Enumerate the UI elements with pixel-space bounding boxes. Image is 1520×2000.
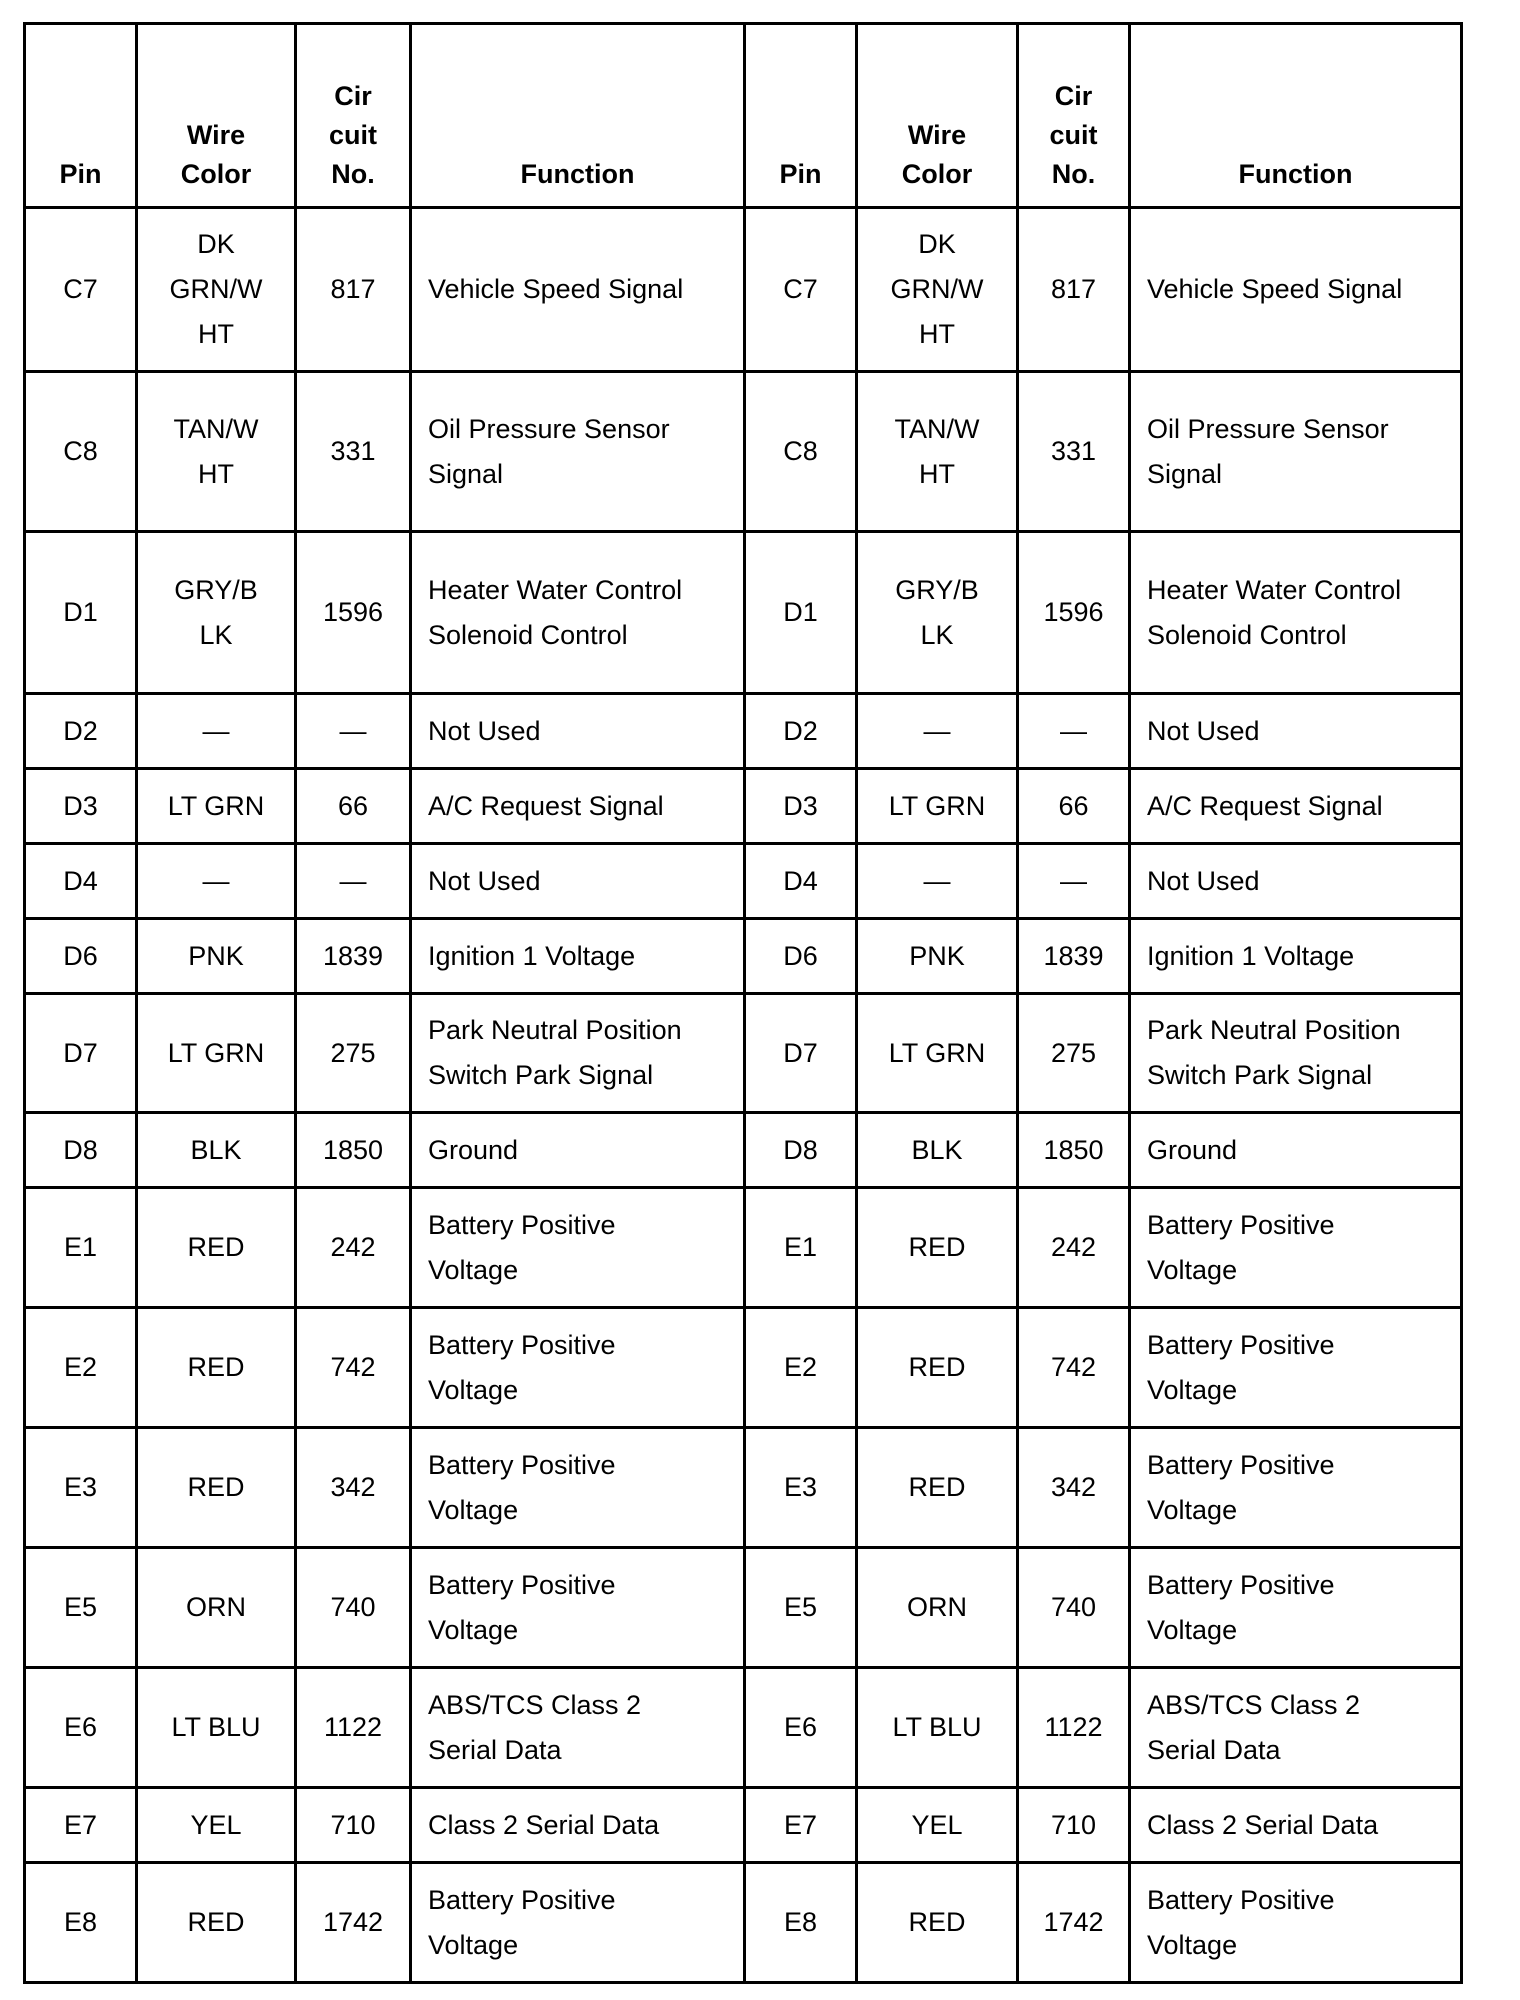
function-cell: Park Neutral Position Switch Park Signal [411,994,745,1113]
pin-cell: D1 [25,532,137,694]
pin-cell: E5 [745,1548,857,1668]
header-pin: Pin [745,24,857,208]
wire-color-cell: RED [137,1188,296,1308]
wire-color-cell: LT GRN [137,769,296,844]
function-cell: Class 2 Serial Data [411,1788,745,1863]
function-cell: Battery Positive Voltage [411,1428,745,1548]
circuit-no-cell: 331 [1018,372,1130,532]
pin-cell: D2 [745,694,857,769]
function-cell: Battery Positive Voltage [1130,1863,1462,1983]
connector-pinout-table [23,22,1463,1984]
pin-cell: E7 [25,1788,137,1863]
circuit-no-cell: 817 [296,208,411,372]
circuit-no-cell: 740 [296,1548,411,1668]
circuit-no-cell: 817 [1018,208,1130,372]
function-cell: Oil Pressure Sensor Signal [411,372,745,532]
function-cell: Ground [411,1113,745,1188]
wire-color-cell: GRY/B LK [857,532,1018,694]
circuit-no-cell: 1839 [1018,919,1130,994]
wire-color-cell: RED [137,1428,296,1548]
pin-cell: E1 [25,1188,137,1308]
function-cell: A/C Request Signal [411,769,745,844]
wire-color-cell: PNK [137,919,296,994]
pin-cell: D7 [25,994,137,1113]
function-cell: Vehicle Speed Signal [411,208,745,372]
circuit-no-cell: 66 [296,769,411,844]
wire-color-cell: ORN [857,1548,1018,1668]
circuit-no-cell: 242 [1018,1188,1130,1308]
function-cell: Park Neutral Position Switch Park Signal [1130,994,1462,1113]
pin-cell: E6 [745,1668,857,1788]
wire-color-cell: — [857,844,1018,919]
header-wire-color: Wire Color [857,24,1018,208]
table-row [25,1308,1462,1428]
table-row [25,694,1462,769]
circuit-no-cell: 66 [1018,769,1130,844]
pin-cell: D8 [25,1113,137,1188]
wire-color-cell: RED [857,1428,1018,1548]
wire-color-cell: TAN/W HT [137,372,296,532]
pin-cell: D1 [745,532,857,694]
header-circuit-no: Cir cuit No. [296,24,411,208]
table-row [25,994,1462,1113]
pin-cell: D7 [745,994,857,1113]
pin-cell: D3 [745,769,857,844]
circuit-no-cell: 1596 [296,532,411,694]
circuit-no-cell: 342 [1018,1428,1130,1548]
table-row [25,1788,1462,1863]
header-pin: Pin [25,24,137,208]
header-circuit-no: Cir cuit No. [1018,24,1130,208]
header-function: Function [411,24,745,208]
wire-color-cell: YEL [857,1788,1018,1863]
wire-color-cell: BLK [857,1113,1018,1188]
pin-cell: E8 [25,1863,137,1983]
wire-color-cell: LT GRN [857,769,1018,844]
circuit-no-cell: 275 [296,994,411,1113]
wire-color-cell: ORN [137,1548,296,1668]
circuit-no-cell: 275 [1018,994,1130,1113]
wire-color-cell: DK GRN/W HT [857,208,1018,372]
wire-color-cell: DK GRN/W HT [137,208,296,372]
circuit-no-cell: 1596 [1018,532,1130,694]
table-row [25,1668,1462,1788]
table-row [25,1188,1462,1308]
function-cell: Vehicle Speed Signal [1130,208,1462,372]
pin-cell: E7 [745,1788,857,1863]
pin-cell: E2 [745,1308,857,1428]
table-row [25,372,1462,532]
function-cell: Class 2 Serial Data [1130,1788,1462,1863]
pin-cell: D4 [25,844,137,919]
pin-cell: D8 [745,1113,857,1188]
function-cell: Battery Positive Voltage [1130,1548,1462,1668]
wire-color-cell: LT BLU [857,1668,1018,1788]
function-cell: Ignition 1 Voltage [1130,919,1462,994]
function-cell: Heater Water Control Solenoid Control [411,532,745,694]
table-row [25,844,1462,919]
wire-color-cell: YEL [137,1788,296,1863]
wire-color-cell: TAN/W HT [857,372,1018,532]
function-cell: Battery Positive Voltage [1130,1308,1462,1428]
wire-color-cell: PNK [857,919,1018,994]
pin-cell: E8 [745,1863,857,1983]
table-row [25,1548,1462,1668]
circuit-no-cell: 1839 [296,919,411,994]
table-row [25,1113,1462,1188]
function-cell: Not Used [411,694,745,769]
table-row [25,1863,1462,1983]
circuit-no-cell: 242 [296,1188,411,1308]
function-cell: Not Used [1130,694,1462,769]
function-cell: Battery Positive Voltage [411,1548,745,1668]
wire-color-cell: RED [857,1863,1018,1983]
wire-color-cell: BLK [137,1113,296,1188]
wire-color-cell: LT GRN [137,994,296,1113]
circuit-no-cell: 1122 [1018,1668,1130,1788]
table-row [25,919,1462,994]
function-cell: Battery Positive Voltage [1130,1188,1462,1308]
pin-cell: D3 [25,769,137,844]
function-cell: ABS/TCS Class 2 Serial Data [1130,1668,1462,1788]
function-cell: Battery Positive Voltage [411,1863,745,1983]
pin-cell: E3 [745,1428,857,1548]
circuit-no-cell: 1122 [296,1668,411,1788]
function-cell: ABS/TCS Class 2 Serial Data [411,1668,745,1788]
pin-cell: E6 [25,1668,137,1788]
pin-cell: C7 [25,208,137,372]
function-cell: Heater Water Control Solenoid Control [1130,532,1462,694]
table-row [25,208,1462,372]
circuit-no-cell: 1850 [296,1113,411,1188]
circuit-no-cell: 742 [1018,1308,1130,1428]
wire-color-cell: — [137,844,296,919]
table-row [25,769,1462,844]
pin-cell: E2 [25,1308,137,1428]
circuit-no-cell: — [1018,844,1130,919]
function-cell: Not Used [1130,844,1462,919]
pin-cell: E1 [745,1188,857,1308]
circuit-no-cell: 1742 [1018,1863,1130,1983]
header-function: Function [1130,24,1462,208]
function-cell: Oil Pressure Sensor Signal [1130,372,1462,532]
wire-color-cell: RED [137,1863,296,1983]
table-row [25,532,1462,694]
wire-color-cell: — [857,694,1018,769]
pin-cell: D6 [25,919,137,994]
circuit-no-cell: — [296,844,411,919]
wire-color-cell: LT GRN [857,994,1018,1113]
circuit-no-cell: 740 [1018,1548,1130,1668]
circuit-no-cell: 710 [296,1788,411,1863]
header-wire-color: Wire Color [137,24,296,208]
circuit-no-cell: 342 [296,1428,411,1548]
pin-cell: C7 [745,208,857,372]
circuit-no-cell: 331 [296,372,411,532]
circuit-no-cell: 1742 [296,1863,411,1983]
header-row [25,24,1462,208]
function-cell: Ignition 1 Voltage [411,919,745,994]
function-cell: Ground [1130,1113,1462,1188]
function-cell: A/C Request Signal [1130,769,1462,844]
function-cell: Battery Positive Voltage [411,1188,745,1308]
circuit-no-cell: 1850 [1018,1113,1130,1188]
pin-cell: D4 [745,844,857,919]
pin-cell: E3 [25,1428,137,1548]
table-row [25,1428,1462,1548]
wire-color-cell: RED [137,1308,296,1428]
wire-color-cell: RED [857,1308,1018,1428]
pin-cell: E5 [25,1548,137,1668]
wire-color-cell: LT BLU [137,1668,296,1788]
pin-cell: C8 [745,372,857,532]
circuit-no-cell: — [1018,694,1130,769]
wire-color-cell: — [137,694,296,769]
function-cell: Not Used [411,844,745,919]
function-cell: Battery Positive Voltage [1130,1428,1462,1548]
wire-color-cell: GRY/B LK [137,532,296,694]
pin-cell: D2 [25,694,137,769]
wire-color-cell: RED [857,1188,1018,1308]
pin-cell: C8 [25,372,137,532]
pin-cell: D6 [745,919,857,994]
circuit-no-cell: 710 [1018,1788,1130,1863]
function-cell: Battery Positive Voltage [411,1308,745,1428]
circuit-no-cell: — [296,694,411,769]
circuit-no-cell: 742 [296,1308,411,1428]
